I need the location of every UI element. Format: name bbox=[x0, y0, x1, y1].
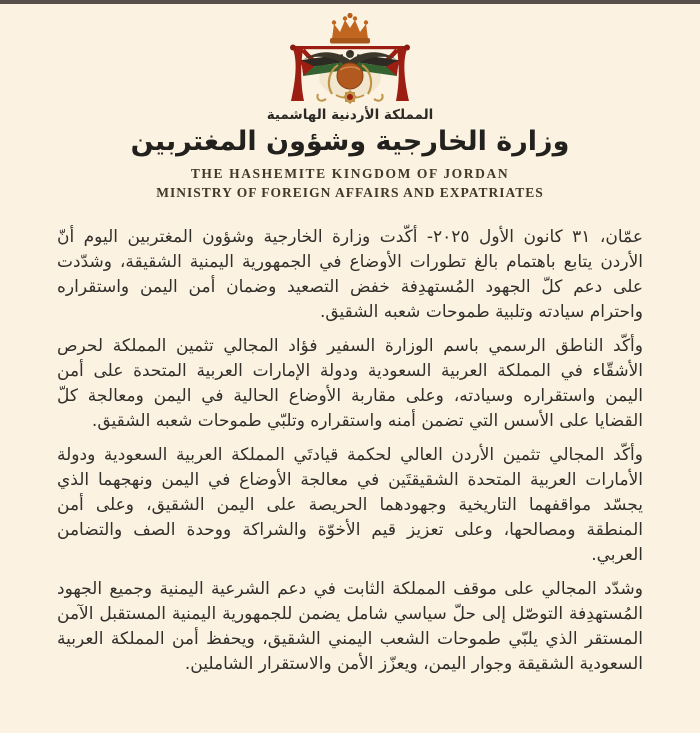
kingdom-name-arabic-calligraphy: المملكة الأردنية الهاشمية bbox=[266, 107, 434, 123]
statement-paragraph-1: عمّان، ٣١ كانون الأول ٢٠٢٥- أكّدت وزارة الخارجية وشؤون المغتربين اليوم أنّ الأردن يتابع باهتمام بالغ تطورات الأوضاع في الجمهورية اليمنية الشقيقة، وشدّدت على دعم كلّ الجهود المُستهدِفة خفض التصعيد وضمان أمن اليمن واستقراره واحترام سيادته وتلبية طموحات شعبه الشقيق. bbox=[57, 227, 644, 322]
statement-paragraph-3: وأكّد المجالي تثمين الأردن العالي لحكمة قيادتَي المملكة العربية السعودية ودولة الأمارات العربية المتحدة الشقيقتَين في معالجة الأوضاع في اليمن ونهجهما الذي يجسّد مواقفهما التاريخية وجهودهما الحريصة على اليمن الشقيق، وعلى أمن المنطقة ومصالحها، وعلى تعزيز قيم الأخوّة والشراكة ووحدة الصف والتضامن العربي. bbox=[57, 445, 643, 565]
statement-paragraph-2: وأكّد الناطق الرسمي باسم الوزارة السفير فؤاد المجالي تثمين المملكة لحرص الأشقّاء في المملكة العربية السعودية ودولة الإمارات العربية المتحدة على أمن اليمن واستقراره وسيادته، وعلى مقاربة الأوضاع الحالية في اليمن ومعالجة كلّ القضايا على الأسس التي تضمن أمنه واستقراره وتلبّي طموحات شعبه الشقيق. bbox=[57, 336, 643, 431]
statement-paragraph-4: وشدّد المجالي على موقف المملكة الثابت في دعم الشرعية اليمنية وجميع الجهود المُستهدِفة التوصّل إلى حلّ سياسي شامل يضمن للجمهورية اليمنية المستقبل الآمن المستقر الذي يلبّي طموحات الشعب اليمني الشقيق، ويحفظ أمن المملكة العربية السعودية الشقيقة وجوار اليمن، ويعزّز الأمن والاستقرار الشاملين. bbox=[57, 579, 643, 674]
ministry-name-arabic-calligraphy: وزارة الخارجية وشؤون المغتربين bbox=[130, 126, 570, 157]
ministry-name-english: MINISTRY OF FOREIGN AFFAIRS AND EXPATRIATES bbox=[156, 185, 544, 200]
coat-of-arms-graphic bbox=[266, 9, 434, 105]
statement-body bbox=[57, 225, 643, 677]
jordan-coat-of-arms bbox=[0, 9, 700, 105]
kingdom-name-english: THE HASHEMITE KINGDOM OF JORDAN bbox=[190, 166, 510, 181]
top-edge-bar bbox=[0, 0, 700, 4]
letterhead bbox=[0, 9, 700, 201]
